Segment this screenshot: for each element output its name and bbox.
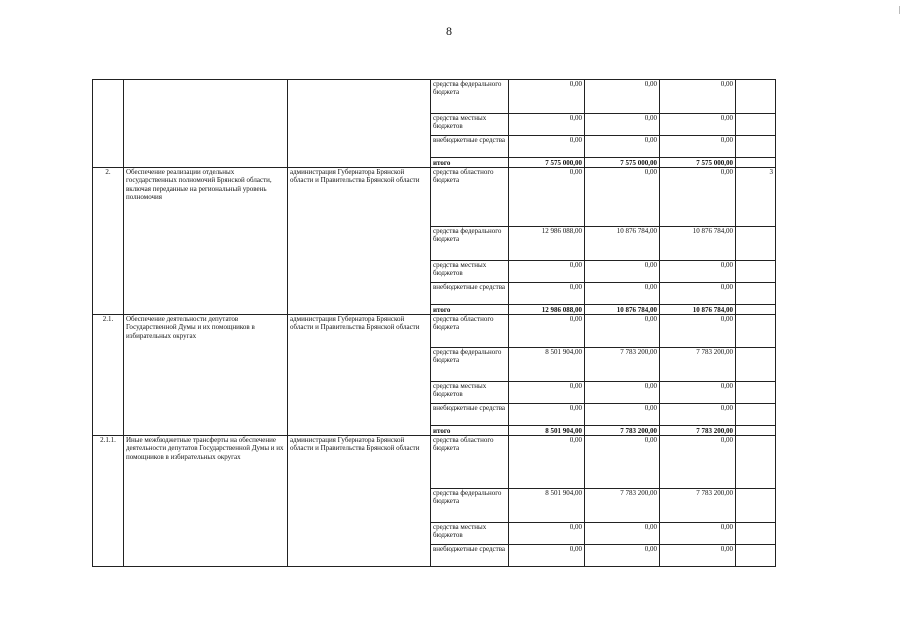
amount-year1-cell: 0,00 (509, 404, 585, 426)
item-name-cell (124, 261, 288, 283)
amount-year2-cell: 10 876 784,00 (585, 227, 660, 261)
item-name-cell (124, 227, 288, 261)
item-number-cell (93, 426, 124, 436)
amount-year3-cell: 0,00 (660, 404, 736, 426)
total-row (93, 158, 776, 168)
extra-cell (736, 80, 776, 114)
table-row (93, 489, 776, 523)
amount-year1-cell: 0,00 (509, 523, 585, 545)
funding-source-cell: средства федерального бюджета (431, 80, 509, 114)
item-name-cell (124, 382, 288, 404)
executor-cell (288, 283, 431, 305)
executor-cell (288, 426, 431, 436)
amount-year3-cell: 0,00 (660, 523, 736, 545)
amount-year3-cell: 0,00 (660, 283, 736, 305)
executor-cell (288, 404, 431, 426)
extra-cell (736, 227, 776, 261)
item-name-cell (124, 80, 288, 114)
executor-cell (288, 80, 431, 114)
executor-cell (288, 489, 431, 523)
table-row (93, 227, 776, 261)
item-number-cell (93, 404, 124, 426)
amount-year2-cell: 0,00 (585, 545, 660, 567)
budget-table (92, 79, 776, 567)
amount-year3-cell: 0,00 (660, 315, 736, 348)
amount-year1-cell: 12 986 088,00 (509, 227, 585, 261)
amount-year3-cell: 0,00 (660, 136, 736, 158)
item-name-cell (124, 348, 288, 382)
amount-year1-cell: 8 501 904,00 (509, 348, 585, 382)
amount-year3-cell: 0,00 (660, 261, 736, 283)
funding-source-cell: средства местных бюджетов (431, 382, 509, 404)
amount-year1-cell: 0,00 (509, 114, 585, 136)
extra-cell (736, 404, 776, 426)
executor-cell (288, 523, 431, 545)
amount-year1-cell: 7 575 000,00 (509, 158, 585, 168)
executor-cell (288, 227, 431, 261)
amount-year2-cell: 0,00 (585, 168, 660, 227)
table-row (93, 348, 776, 382)
item-number-cell (93, 283, 124, 305)
amount-year2-cell: 7 575 000,00 (585, 158, 660, 168)
funding-source-cell: средства местных бюджетов (431, 523, 509, 545)
amount-year3-cell: 10 876 784,00 (660, 227, 736, 261)
executor-cell (288, 261, 431, 283)
table-row (93, 523, 776, 545)
extra-cell (736, 545, 776, 567)
amount-year2-cell: 0,00 (585, 114, 660, 136)
extra-cell (736, 348, 776, 382)
amount-year3-cell: 0,00 (660, 168, 736, 227)
amount-year1-cell: 0,00 (509, 168, 585, 227)
extra-cell (736, 489, 776, 523)
executor-cell (288, 348, 431, 382)
amount-year3-cell: 0,00 (660, 436, 736, 489)
executor-cell (288, 158, 431, 168)
amount-year2-cell: 0,00 (585, 80, 660, 114)
amount-year3-cell: 7 783 200,00 (660, 426, 736, 436)
executor-cell (288, 114, 431, 136)
extra-cell (736, 436, 776, 489)
item-name-cell: Иные межбюджетные трансферты на обеспечение деятельности депутатов Государственной Думы и их помощников в избирательных округах (124, 436, 288, 489)
amount-year1-cell: 0,00 (509, 436, 585, 489)
funding-source-cell: средства местных бюджетов (431, 114, 509, 136)
item-name-cell: Обеспечение реализации отдельных государственных полномочий Брянской области, включая переданные на региональный уровень полномочия (124, 168, 288, 227)
amount-year3-cell: 10 876 784,00 (660, 305, 736, 315)
item-number-cell (93, 382, 124, 404)
extra-cell (736, 114, 776, 136)
table-row (93, 545, 776, 567)
executor-cell (288, 136, 431, 158)
item-name-cell (124, 114, 288, 136)
amount-year2-cell: 7 783 200,00 (585, 348, 660, 382)
amount-year1-cell: 0,00 (509, 283, 585, 305)
extra-cell (736, 305, 776, 315)
amount-year1-cell: 0,00 (509, 545, 585, 567)
item-number-cell (93, 305, 124, 315)
funding-source-cell: средства местных бюджетов (431, 261, 509, 283)
funding-source-cell: средства областного бюджета (431, 315, 509, 348)
amount-year2-cell: 0,00 (585, 261, 660, 283)
amount-year1-cell: 0,00 (509, 136, 585, 158)
executor-cell: администрация Губернатора Брянской области и Правительства Брянской области (288, 436, 431, 489)
executor-cell: администрация Губернатора Брянской области и Правительства Брянской области (288, 315, 431, 348)
table-row (93, 283, 776, 305)
amount-year2-cell: 0,00 (585, 523, 660, 545)
table-row (93, 168, 776, 227)
amount-year2-cell: 7 783 200,00 (585, 426, 660, 436)
extra-cell (736, 523, 776, 545)
funding-source-cell: внебюджетные средства (431, 545, 509, 567)
amount-year1-cell: 8 501 904,00 (509, 426, 585, 436)
executor-cell (288, 305, 431, 315)
item-name-cell (124, 489, 288, 523)
extra-cell (736, 283, 776, 305)
amount-year2-cell: 0,00 (585, 436, 660, 489)
amount-year3-cell: 7 783 200,00 (660, 489, 736, 523)
executor-cell (288, 545, 431, 567)
item-number-cell (93, 114, 124, 136)
scan-edge-mark (899, 6, 900, 14)
amount-year1-cell: 12 986 088,00 (509, 305, 585, 315)
table-row (93, 80, 776, 114)
item-number-cell (93, 80, 124, 114)
table-row (93, 315, 776, 348)
total-row (93, 426, 776, 436)
amount-year3-cell: 0,00 (660, 80, 736, 114)
amount-year2-cell: 0,00 (585, 404, 660, 426)
amount-year3-cell: 7 575 000,00 (660, 158, 736, 168)
amount-year3-cell: 0,00 (660, 382, 736, 404)
item-number-cell (93, 348, 124, 382)
amount-year1-cell: 0,00 (509, 315, 585, 348)
item-name-cell (124, 283, 288, 305)
page-number: 8 (446, 24, 452, 38)
amount-year1-cell: 0,00 (509, 261, 585, 283)
extra-cell (736, 315, 776, 348)
amount-year2-cell: 0,00 (585, 136, 660, 158)
item-number-cell (93, 136, 124, 158)
table-row (93, 382, 776, 404)
table-row (93, 404, 776, 426)
item-name-cell (124, 158, 288, 168)
total-row (93, 305, 776, 315)
item-number-cell (93, 261, 124, 283)
item-name-cell (124, 545, 288, 567)
item-number-cell: 2.1. (93, 315, 124, 348)
item-name-cell (124, 305, 288, 315)
extra-cell: 3 (736, 168, 776, 227)
executor-cell (288, 382, 431, 404)
amount-year3-cell: 0,00 (660, 114, 736, 136)
funding-source-cell: итого (431, 158, 509, 168)
item-number-cell (93, 227, 124, 261)
item-name-cell (124, 404, 288, 426)
funding-source-cell: внебюджетные средства (431, 283, 509, 305)
extra-cell (736, 158, 776, 168)
amount-year1-cell: 8 501 904,00 (509, 489, 585, 523)
item-name-cell: Обеспечение деятельности депутатов Государственной Думы и их помощников в избирательных округах (124, 315, 288, 348)
item-number-cell: 2.1.1. (93, 436, 124, 489)
extra-cell (736, 261, 776, 283)
funding-source-cell: средства областного бюджета (431, 168, 509, 227)
amount-year2-cell: 7 783 200,00 (585, 489, 660, 523)
funding-source-cell: внебюджетные средства (431, 136, 509, 158)
table-row (93, 114, 776, 136)
funding-source-cell: внебюджетные средства (431, 404, 509, 426)
funding-source-cell: средства федерального бюджета (431, 489, 509, 523)
amount-year3-cell: 0,00 (660, 545, 736, 567)
funding-source-cell: итого (431, 305, 509, 315)
item-number-cell (93, 523, 124, 545)
extra-cell (736, 382, 776, 404)
table-row (93, 436, 776, 489)
table-row (93, 136, 776, 158)
item-number-cell (93, 158, 124, 168)
item-name-cell (124, 523, 288, 545)
amount-year2-cell: 0,00 (585, 315, 660, 348)
funding-source-cell: итого (431, 426, 509, 436)
item-number-cell (93, 489, 124, 523)
amount-year1-cell: 0,00 (509, 382, 585, 404)
amount-year2-cell: 0,00 (585, 382, 660, 404)
item-name-cell (124, 136, 288, 158)
amount-year2-cell: 0,00 (585, 283, 660, 305)
amount-year2-cell: 10 876 784,00 (585, 305, 660, 315)
table-row (93, 261, 776, 283)
funding-source-cell: средства федерального бюджета (431, 227, 509, 261)
funding-source-cell: средства федерального бюджета (431, 348, 509, 382)
extra-cell (736, 426, 776, 436)
amount-year3-cell: 7 783 200,00 (660, 348, 736, 382)
extra-cell (736, 136, 776, 158)
funding-source-cell: средства областного бюджета (431, 436, 509, 489)
executor-cell: администрация Губернатора Брянской области и Правительства Брянской области (288, 168, 431, 227)
item-name-cell (124, 426, 288, 436)
amount-year1-cell: 0,00 (509, 80, 585, 114)
item-number-cell: 2. (93, 168, 124, 227)
item-number-cell (93, 545, 124, 567)
